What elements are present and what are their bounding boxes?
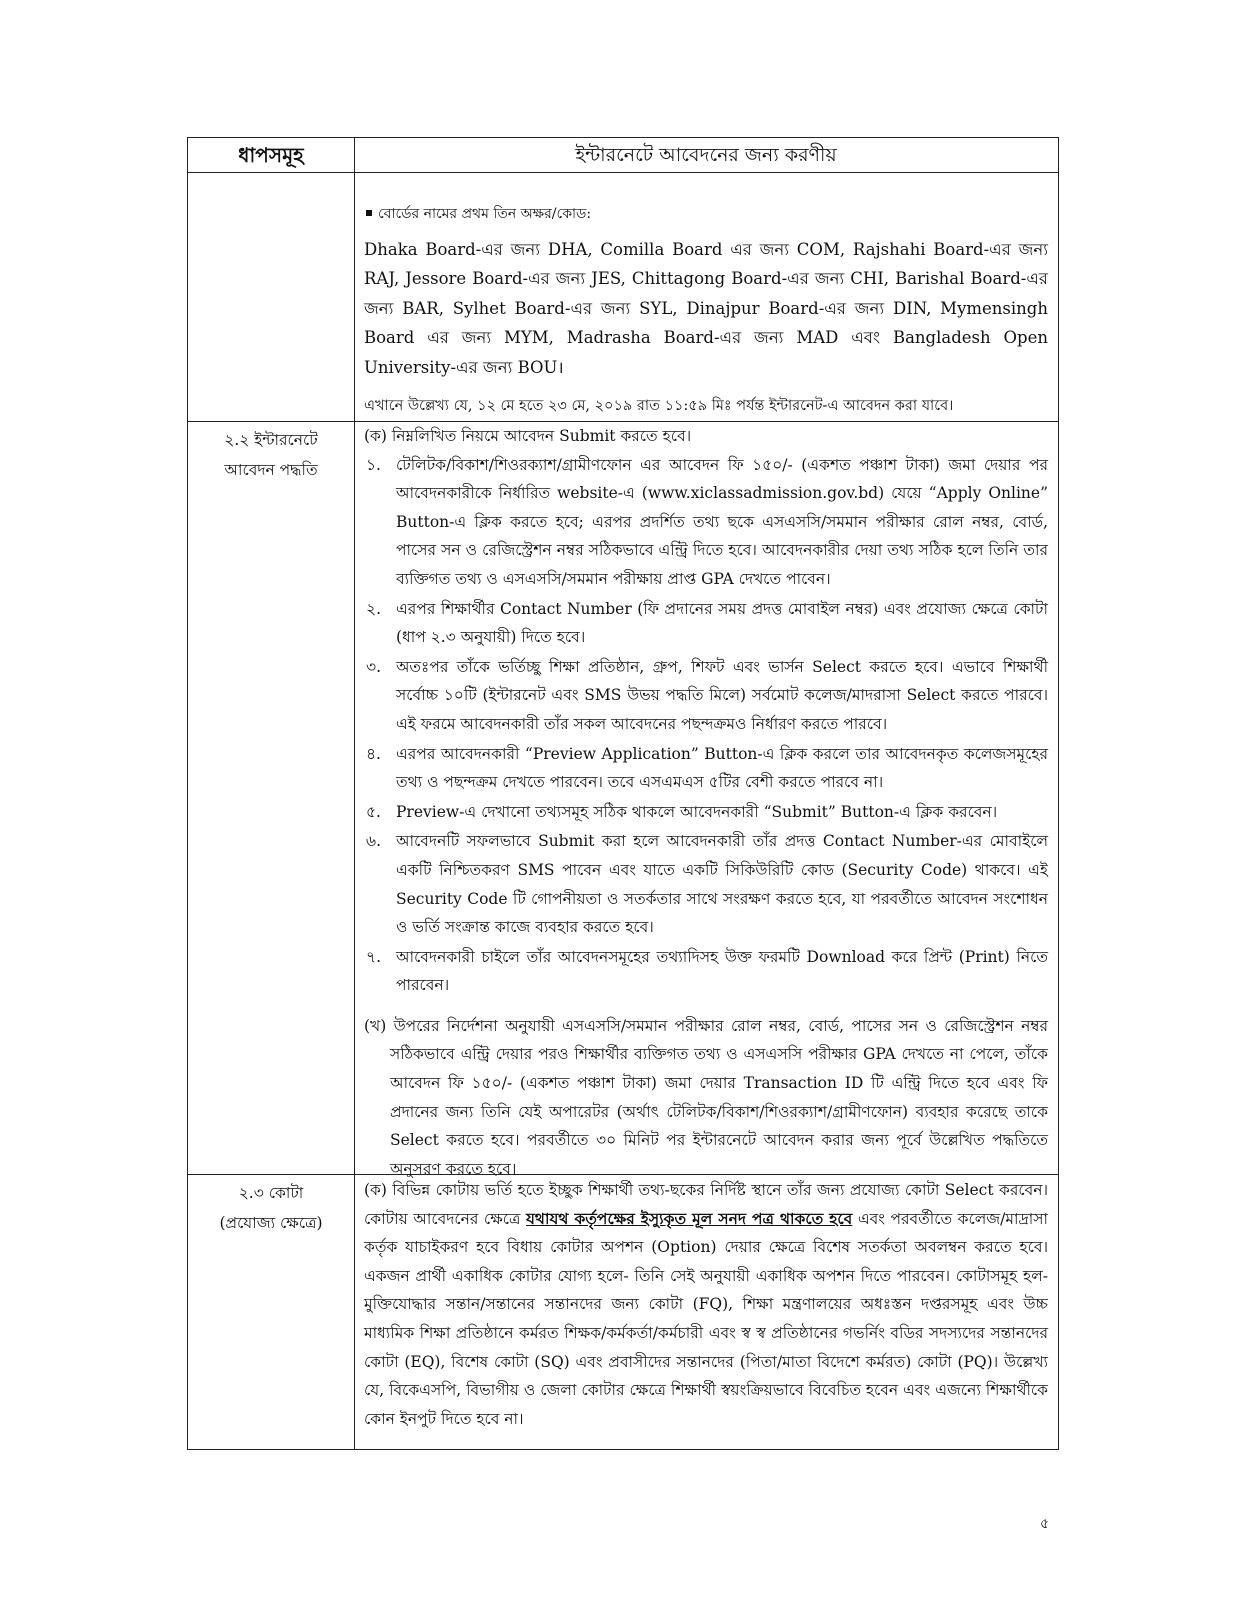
application-steps-list [364, 451, 1048, 1000]
list-item: ৭. আবেদনকারী চাইলে তাঁর আবেদনসমূহের তথ্যাদিসহ উক্ত ফরমটি Download করে প্রিন্ট (Print) নিতে পারবেন। [366, 947, 1048, 995]
bullet-square-icon [366, 210, 372, 216]
column-divider [354, 138, 355, 1449]
kha-instruction: (খ) উপরের নির্দেশনা অনুযায়ী এসএসসি/সমমান পরীক্ষার রোল নম্বর, বোর্ড, পাসের সন ও রেজিস্ট্রেশন নম্বর সঠিকভাবে এন্ট্রি দেয়ার পরও শিক্ষার্থীর ব্যক্তিগত তথ্য ও এসএসসি পরীক্ষার GPA দেখতে না পেলে, তাঁকে আবেদন ফি ১৫০/- (একশত পঞ্চাশ টাকা) জমা দেয়ার Transaction ID টি এন্ট্রি দিতে হবে এবং ফি প্রদানের জন্য তিনি যেই অপারেটর (অর্থাৎ টেলিটক/বিকাশ/শিওরক্যাশ/গ্রামীণফোন) ব্যবহার করেছে তাকে Select করতে হবে। পরবর্তীতে ৩০ মিনিট পর ইন্টারনেটে আবেদন করার জন্য পূর্বে উল্লেখিত পদ্ধতিতে অনুসরণ করতে হবে। [364, 1016, 1048, 1178]
list-item: ২. এরপর শিক্ষার্থীর Contact Number (ফি প্রদানের সময় প্রদত্ত মোবাইল নম্বর) এবং প্রযোজ্য ক্ষেত্রে কোটা (ধাপ ২.৩ অনুযায়ী) দিতে হবে। [366, 599, 1048, 647]
step-2-3-line2: (প্রযোজ্য ক্ষেত্রে) [219, 1214, 323, 1232]
page-number: ৫ [1040, 1516, 1050, 1532]
step-2-2-label [188, 425, 354, 485]
list-item: ১. টেলিটক/বিকাশ/শিওরক্যাশ/গ্রামীণফোন এর আবেদন ফি ১৫০/- (একশত পঞ্চাশ টাকা) জমা দেয়ার পর আবেদনকারীকে নির্ধারিত website-এ (www.xiclassadmission.gov.bd) যেয়ে “Apply Online” Button-এ ক্লিক করতে হবে; এরপর প্রদর্শিত তথ্য ছকে এসএসসি/সমমান পরীক্ষার রোল নম্বর, বোর্ড, পাসের সন ও রেজিস্ট্রেশন নম্বর সঠিকভাবে এন্ট্রি দিতে হবে। আবেদনকারীর দেয়া তথ্য সঠিক হলে তিনি তার ব্যক্তিগত তথ্য ও এসএসসি/সমমান পরীক্ষায় প্রাপ্ত GPA দেখতে পাবেন। [366, 455, 1048, 588]
step-2-2-line2: আবেদন পদ্ধতি [224, 461, 318, 479]
quota-text-1: (ক) বিভিন্ন কোটায় ভর্তি হতে ইচ্ছুক শিক্ষার্থী তথ্য-ছকের নির্দিষ্ট স্থানে তাঁর জন্য প্রযোজ্য কোটা Select করবেন। কোটায় আবেদনের ক্ষেত্রে [364, 1181, 1048, 1228]
instruction-table [187, 137, 1059, 1450]
ka-instruction: (ক) নিম্নলিখিত নিয়মে আবেদন Submit করতে হবে। [364, 427, 692, 445]
header-actions: ইন্টারনেটে আবেদনের জন্য করণীয় [575, 144, 837, 166]
list-item: ৬. আবেদনটি সফলভাবে Submit করা হলে আবেদনকারী তাঁর প্রদত্ত Contact Number-এর মোবাইলে একটি নিশ্চিতকরণ SMS পাবেন এবং যাতে একটি সিকিউরিটি কোড (Security Code) থাকবে। এই Security Code টি গোপনীয়তা ও সতর্কতার সাথে সংরক্ষণ করতে হবে, যা পরবর্তীতে আবেদন সংশোধন ও ভর্তি সংক্রান্ত কাজে ব্যবহার করতে হবে। [366, 832, 1048, 937]
header-divider [188, 172, 1058, 173]
step-2-2-line1: ২.২ ইন্টারনেটে [224, 431, 318, 449]
board-codes-heading: বোর্ডের নামের প্রথম তিন অক্ষর/কোড: [364, 200, 1048, 229]
deadline-note: এখানে উল্লেখ্য যে, ১২ মে হতে ২৩ মে, ২০১৯ রাত ১১:৫৯ মিঃ পর্যন্ত ইন্টারনেট-এ আবেদন করা যাবে। [364, 398, 954, 415]
board-codes-cell [364, 200, 1048, 435]
list-item: ৫. Preview-এ দেখানো তথ্যসমূহ সঠিক থাকলে আবেদনকারী “Submit” Button-এ ক্লিক করবেন। [366, 802, 998, 821]
list-item: ৩. অতঃপর তাঁকে ভর্তিচ্ছু শিক্ষা প্রতিষ্ঠান, গ্রুপ, শিফট এবং ভার্সন Select করতে হবে। এভাবে শিক্ষার্থী সর্বোচ্চ ১০টি (ইন্টারনেট এবং SMS উভয় পদ্ধতি মিলে) সর্বমোট কলেজ/মাদরাসা Select করতে পারবে। এই ফরমে আবেদনকারী তাঁর সকল আবেদনের পছন্দক্রমও নির্ধারণ করতে পারবে। [366, 657, 1048, 733]
step-2-3-line1: ২.৩ কোটা [238, 1184, 304, 1202]
application-method-cell [364, 422, 1048, 1199]
step-2-3-label [188, 1178, 354, 1238]
board-codes-text: Dhaka Board-এর জন্য DHA, Comilla Board এর জন্য COM, Rajshahi Board-এর জন্য RAJ, Jessore Board-এর জন্য JES, Chittagong Board-এর জন্য CHI, Barishal Board-এর জন্য BAR, Sylhet Board-এর জন্য SYL, Dinajpur Board-এর জন্য DIN, Mymensingh Board এর জন্য MYM, Madrasha Board-এর জন্য MAD এবং Bangladesh Open University-এর জন্য BOU। [364, 239, 1048, 377]
list-item: ৪. এরপর আবেদনকারী “Preview Application” Button-এ ক্লিক করলে তার আবেদনকৃত কলেজসমূহের তথ্য ও পছন্দক্রম দেখতে পারবেন। তবে এসএমএস ৫টির বেশী করতে পারবে না। [366, 744, 1048, 792]
header-steps: ধাপসমূহ [238, 143, 304, 167]
quota-text-2: এবং পরবর্তীতে কলেজ/মাদ্রাসা কর্তৃক যাচাইকরণ হবে বিধায় কোটার অপশন (Option) দেয়ার ক্ষেত্রে বিশেষ সতর্কতা অবলম্বন করতে হবে। একজন প্রার্থী একাধিক কোটার যোগ্য হলে- তিনি সেই অনুযায়ী একাধিক অপশন দিতে পারবেন। কোটাসমূহ হল- মুক্তিযোদ্ধার সন্তান/সন্তানের সন্তানদের জন্য কোটা (FQ), শিক্ষা মন্ত্রণালয়ের অধঃস্তন দপ্তরসমূহ এবং উচ্চ মাধ্যমিক শিক্ষা প্রতিষ্ঠানে কর্মরত শিক্ষক/কর্মকর্তা/কর্মচারী এবং স্ব স্ব প্রতিষ্ঠানের গভর্নিং বডির সদস্যদের সন্তানদের কোটা (EQ), বিশেষ কোটা (SQ) এবং প্রবাসীদের সন্তানদের (পিতা/মাতা বিদেশে কর্মরত) কোটা (PQ)। উল্লেখ্য যে, বিকেএসপি, বিভাগীয় ও জেলা কোটার ক্ষেত্রে শিক্ষার্থী স্বয়ংক্রিয়ভাবে বিবেচিত হবেন এবং এজন্যে শিক্ষার্থীকে কোন ইনপুট দিতে হবে না। [364, 1209, 1049, 1428]
quota-cell [364, 1176, 1048, 1433]
quota-emphasis: যথাযথ কর্তৃপক্ষের ইস্যুকৃত মূল সনদ পত্র থাকতে হবে [525, 1208, 853, 1228]
